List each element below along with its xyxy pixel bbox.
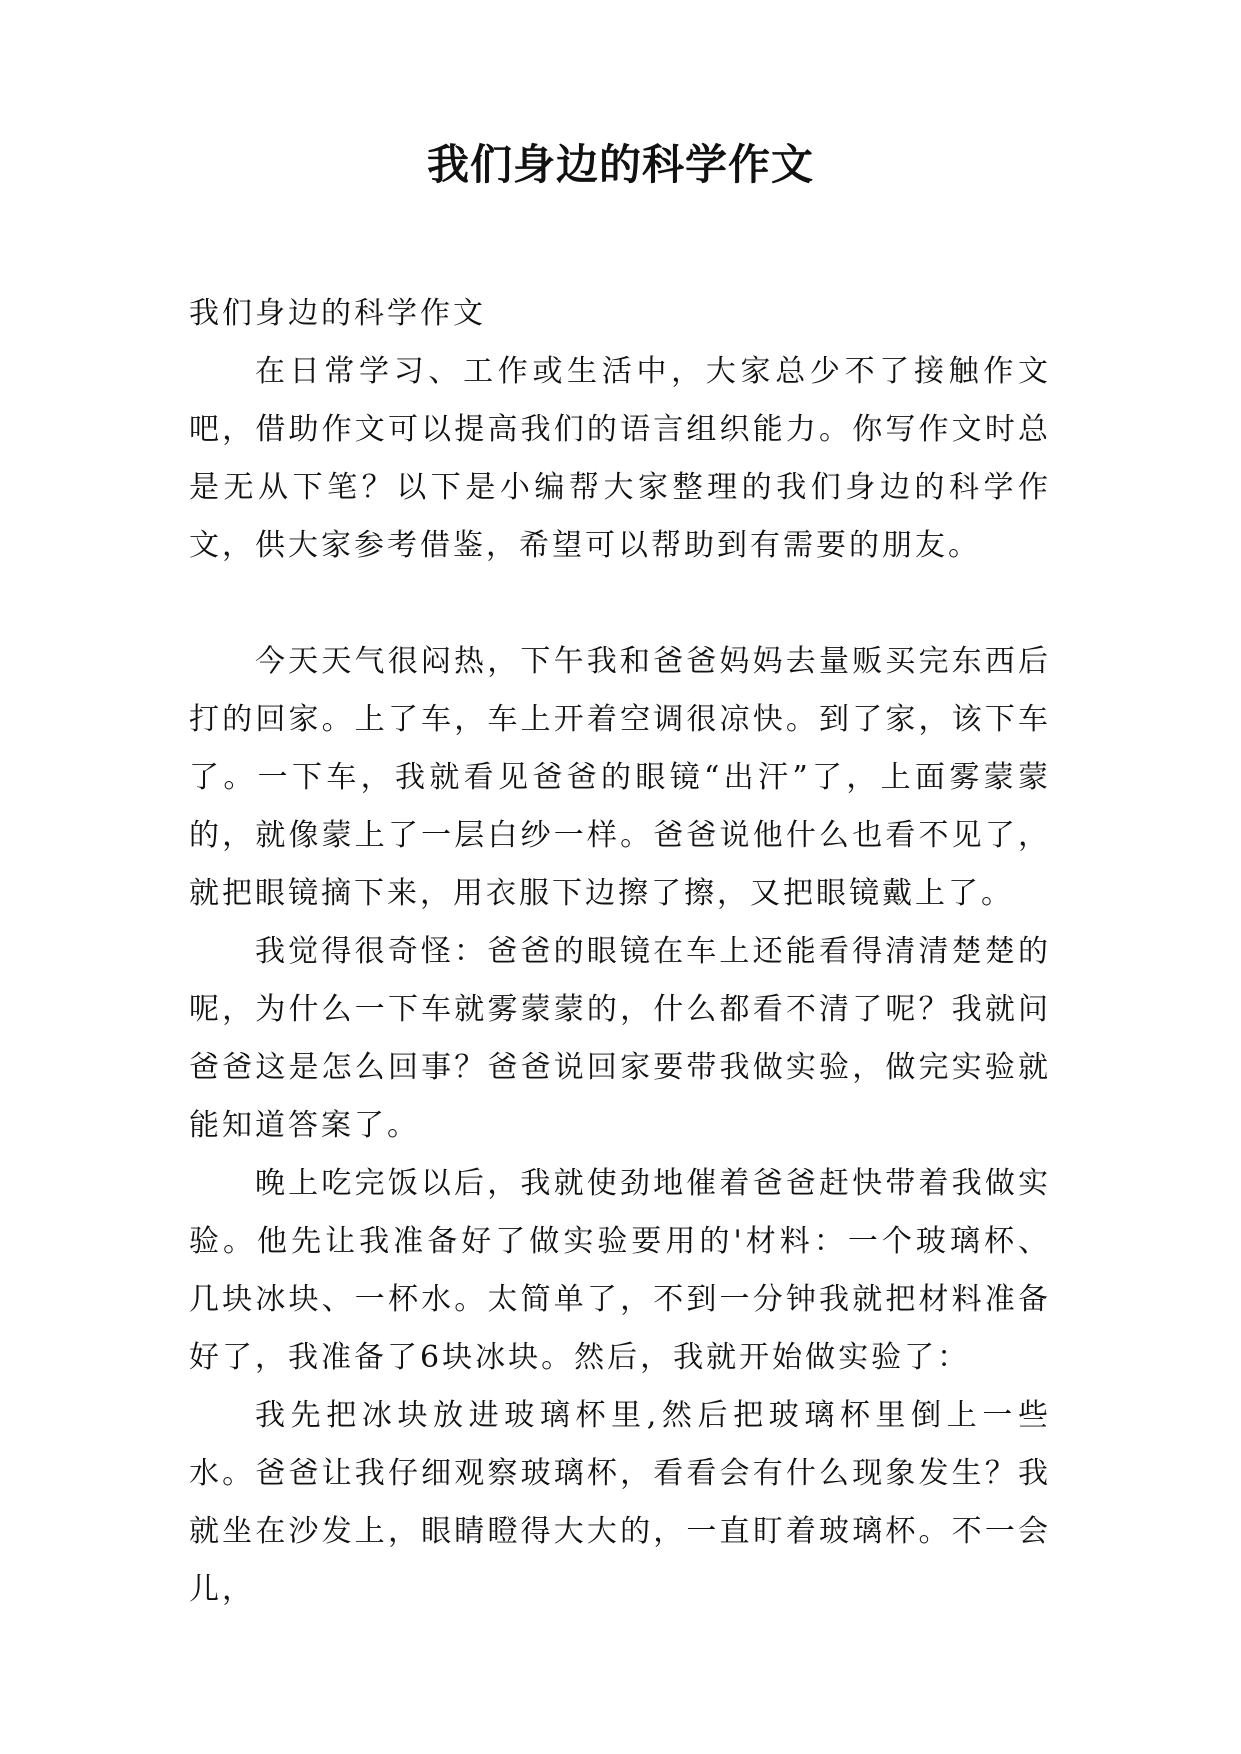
paragraph-3: 晚上吃完饭以后，我就使劲地催着爸爸赶快带着我做实验。他先让我准备好了做实验要用的'材料：一个玻璃杯、几块冰块、一杯水。太简单了，不到一分钟我就把材料准备好了，我准备了6块冰块。然后，我就开始做实验了：: [189, 1166, 1051, 1375]
document-body: [189, 285, 1051, 1619]
paragraph-intro: 在日常学习、工作或生活中，大家总少不了接触作文吧，借助作文可以提高我们的语言组织能力。你写作文时总是无从下笔？以下是小编帮大家整理的我们身边的科学作文，供大家参考借鉴，希望可以帮助到有需要的朋友。: [189, 354, 1051, 563]
paragraph-2: 我觉得很奇怪：爸爸的眼镜在车上还能看得清清楚楚的呢，为什么一下车就雾蒙蒙的，什么都看不清了呢？我就问爸爸这是怎么回事？爸爸说回家要带我做实验，做完实验就能知道答案了。: [189, 934, 1051, 1143]
paragraph-spacer: [189, 575, 1051, 633]
paragraph-1: 今天天气很闷热，下午我和爸爸妈妈去量贩买完东西后打的回家。上了车，车上开着空调很凉快。到了家，该下车了。一下车，我就看见爸爸的眼镜“出汗”了，上面雾蒙蒙的，就像蒙上了一层白纱一样。爸爸说他什么也看不见了，就把眼镜摘下来，用衣服下边擦了擦，又把眼镜戴上了。: [189, 644, 1051, 911]
paragraph-4: 我先把冰块放进玻璃杯里,然后把玻璃杯里倒上一些水。爸爸让我仔细观察玻璃杯，看看会有什么现象发生？我就坐在沙发上，眼睛瞪得大大的，一直盯着玻璃杯。不一会儿，: [189, 1398, 1051, 1607]
page-title: 我们身边的科学作文: [426, 140, 814, 189]
document-subtitle: 我们身边的科学作文: [189, 296, 486, 331]
